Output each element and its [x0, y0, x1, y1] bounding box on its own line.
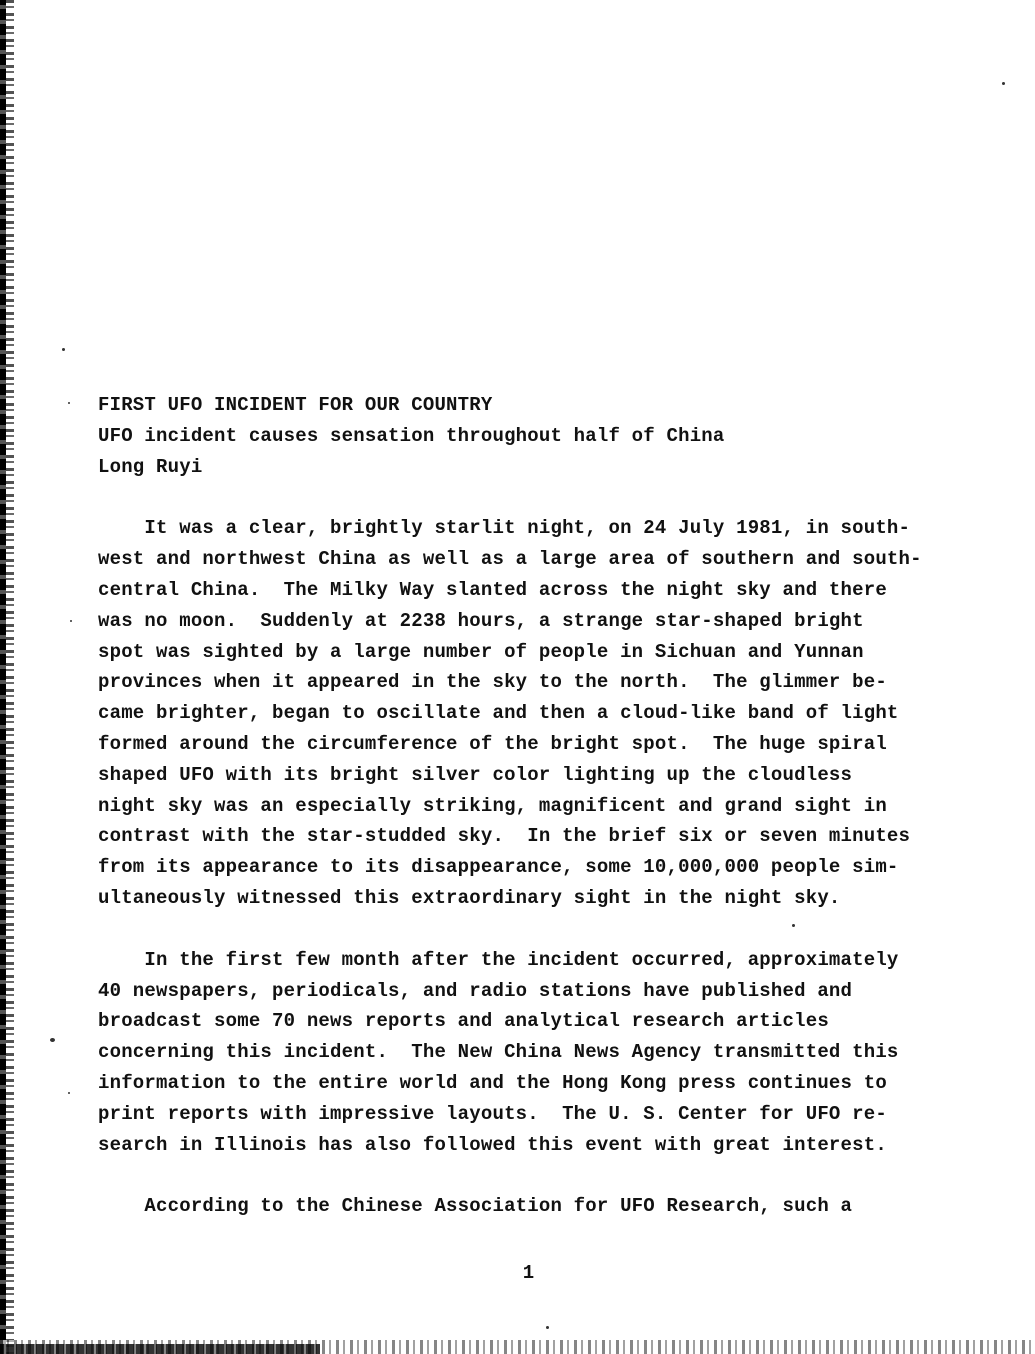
- scan-speck: [70, 620, 72, 622]
- scan-edge-left-dark: [0, 0, 6, 1354]
- scan-speck: [62, 348, 65, 351]
- document-title: FIRST UFO INCIDENT FOR OUR COUNTRY: [98, 394, 493, 416]
- paragraph-2: [98, 945, 998, 1161]
- text-line: broadcast some 70 news reports and analytical research articles: [98, 1010, 829, 1033]
- text-line: from its appearance to its disappearance, some 10,000,000 people sim-: [98, 856, 899, 879]
- text-line: shaped UFO with its bright silver color lighting up the cloudless: [98, 763, 853, 786]
- text-line: contrast with the star-studded sky. In the brief six or seven minutes: [98, 825, 911, 848]
- text-line: night sky was an especially striking, magnificent and grand sight in: [98, 794, 887, 817]
- text-line: formed around the circumference of the bright spot. The huge spiral: [98, 732, 887, 755]
- scan-speck: [68, 402, 70, 404]
- scan-speck: [68, 1092, 70, 1094]
- text-line: west and northwest China as well as a large area of southern and south-: [98, 548, 922, 571]
- text-line: According to the Chinese Association for UFO Research, such a: [98, 1195, 853, 1218]
- text-line: was no moon. Suddenly at 2238 hours, a strange star-shaped bright: [98, 609, 864, 632]
- paragraph-3: [98, 1191, 998, 1222]
- text-line: central China. The Milky Way slanted across the night sky and there: [98, 578, 887, 601]
- scan-edge-bottom-dark: [0, 1344, 320, 1354]
- text-line: provinces when it appeared in the sky to the north. The glimmer be-: [98, 671, 887, 694]
- scan-speck: [50, 1038, 55, 1042]
- text-line: ultaneously witnessed this extraordinary sight in the night sky.: [98, 886, 841, 909]
- text-line: information to the entire world and the Hong Kong press continues to: [98, 1071, 887, 1094]
- text-line: search in Illinois has also followed this event with great interest.: [98, 1133, 887, 1156]
- text-line: In the first few month after the incident occurred, approximately: [98, 948, 899, 971]
- scan-speck: [546, 1326, 549, 1329]
- text-line: spot was sighted by a large number of people in Sichuan and Yunnan: [98, 640, 864, 663]
- text-line: 40 newspapers, periodicals, and radio stations have published and: [98, 979, 853, 1002]
- document-author: Long Ruyi: [98, 455, 203, 478]
- document-subtitle: UFO incident causes sensation throughout half of China: [98, 424, 725, 447]
- text-line: print reports with impressive layouts. The U. S. Center for UFO re-: [98, 1102, 887, 1125]
- paragraph-1: [98, 513, 998, 913]
- scan-speck: [1002, 82, 1005, 85]
- page-number: 1: [522, 1262, 535, 1284]
- text-line: came brighter, began to oscillate and then a cloud-like band of light: [98, 702, 899, 725]
- document-page: [98, 390, 998, 1253]
- text-line: It was a clear, brightly starlit night, on 24 July 1981, in south-: [98, 517, 911, 540]
- text-line: concerning this incident. The New China News Agency transmitted this: [98, 1041, 899, 1064]
